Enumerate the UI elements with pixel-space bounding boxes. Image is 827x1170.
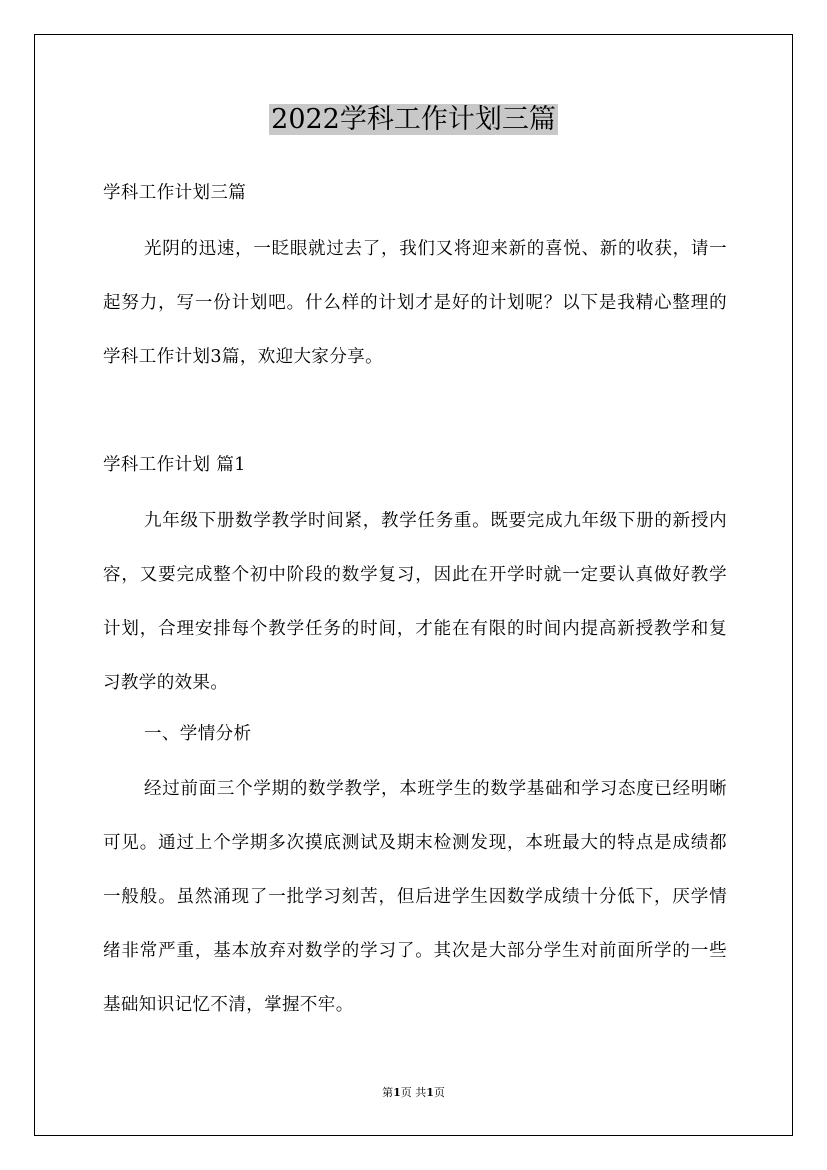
footer-page-suffix: 页	[433, 1086, 445, 1099]
section-heading: 学科工作计划 篇1	[103, 455, 246, 475]
page-footer	[0, 1084, 827, 1100]
footer-page-prefix: 第	[382, 1086, 394, 1099]
section-paragraph: 九年级下册数学教学时间紧，教学任务重。既要完成九年级下册的新授内容，又要完成整个初中阶段的数学复习，因此在开学时就一定要认真做好教学计划，合理安排每个教学任务的时间，才能在有限的时间内提高新授教学和复习教学的效果。	[103, 511, 727, 693]
footer-page-number: 1	[393, 1086, 401, 1099]
section-subheading: 一、学情分析	[144, 724, 252, 744]
document-subtitle: 学科工作计划三篇	[103, 183, 247, 203]
document-title	[0, 98, 827, 142]
intro-paragraph: 光阴的迅速，一眨眼就过去了，我们又将迎来新的喜悦、新的收获，请一起努力，写一份计划吧。什么样的计划才是好的计划呢？以下是我精心整理的学科工作计划3篇，欢迎大家分享。	[103, 239, 727, 367]
footer-page-mid: 页 共	[400, 1086, 427, 1099]
section-paragraph: 经过前面三个学期的数学教学，本班学生的数学基础和学习态度已经明晰可见。通过上个学期多次摸底测试及期末检测发现，本班最大的特点是成绩都一般般。虽然涌现了一批学习刻苦，但后进学生因数学成绩十分低下，厌学情绪非常严重，基本放弃对数学的学习了。其次是大部分学生对前面所学的一些基础知识记忆不清，掌握不牢。	[103, 779, 727, 1015]
footer-page-total: 1	[426, 1086, 434, 1099]
document-title-text: 2022学科工作计划三篇	[271, 104, 556, 135]
